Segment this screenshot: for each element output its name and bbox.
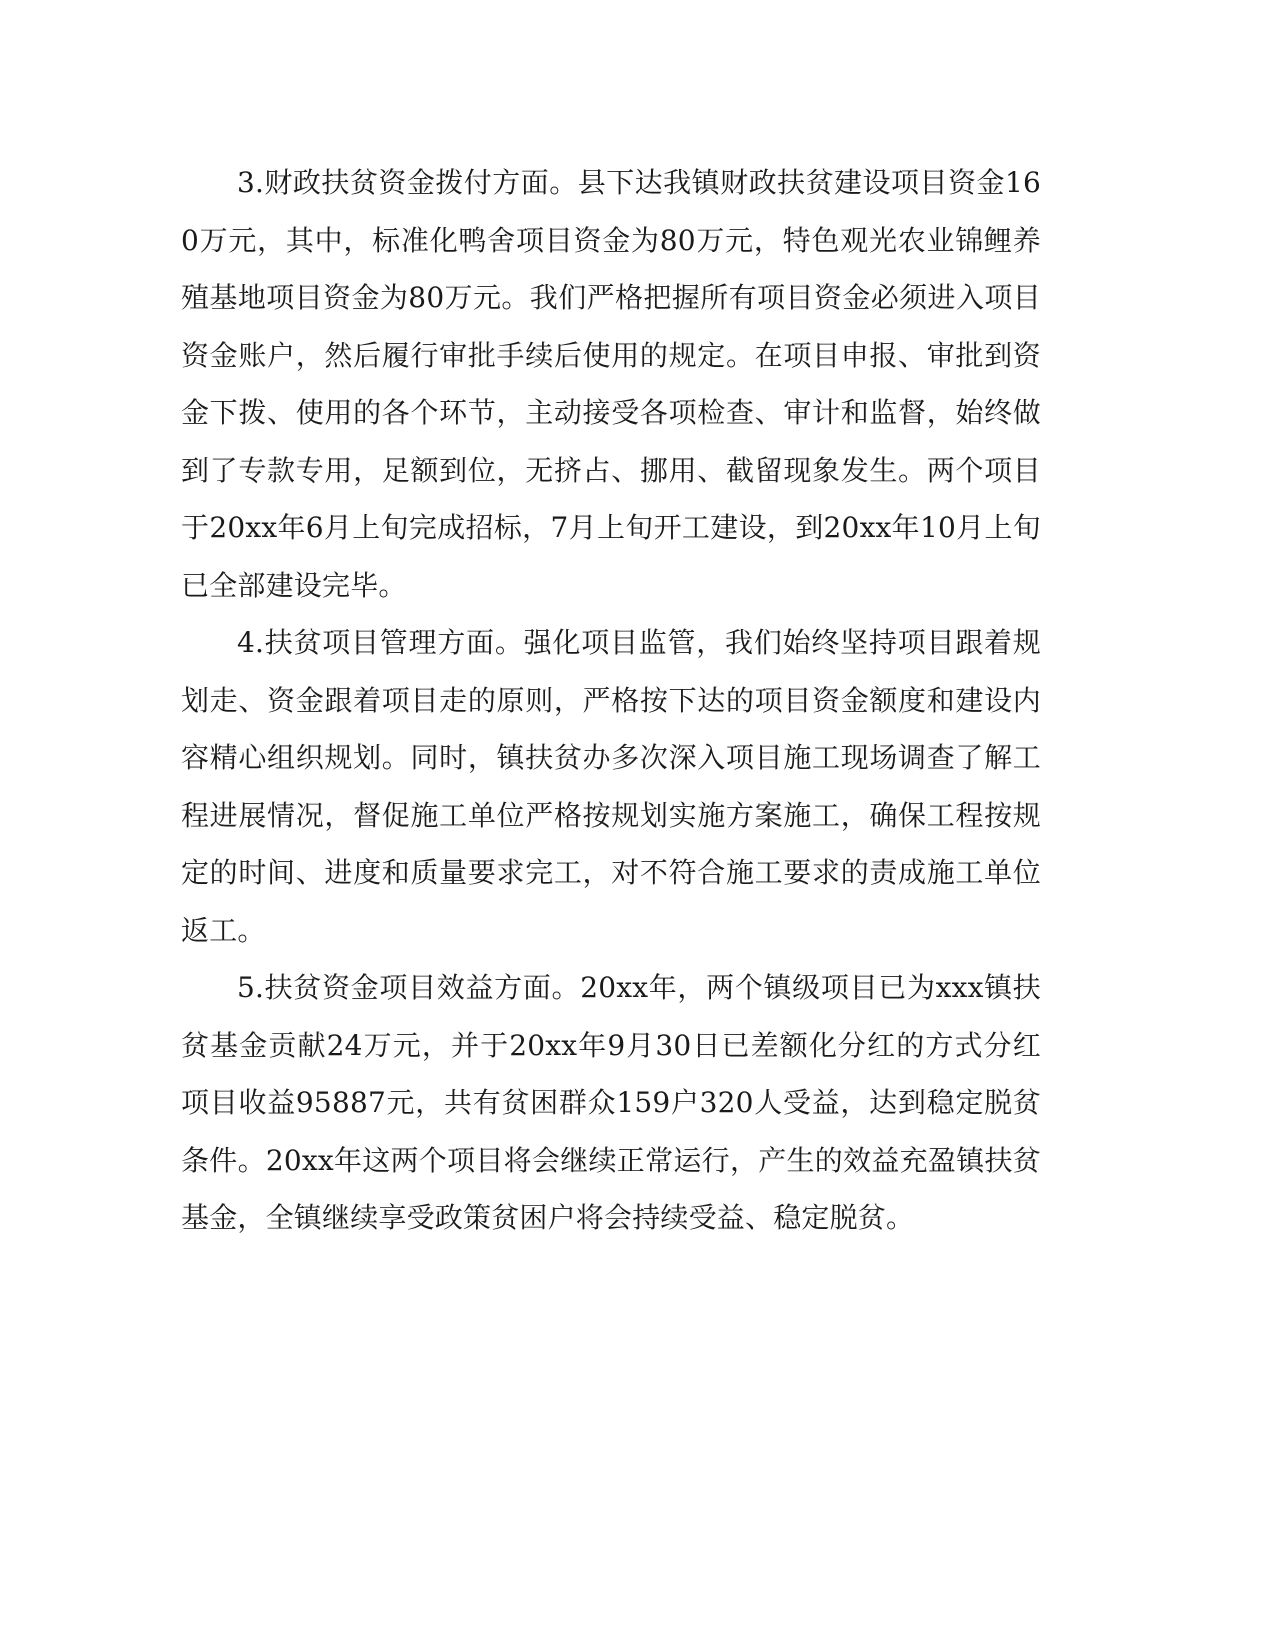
paragraph-project-benefits: 5.扶贫资金项目效益方面。20xx年，两个镇级项目已为xxx镇扶贫基金贡献24万元，并于20xx年9月30日已差额化分红的方式分红项目收益95887元，共有贫困群众159户320人受益，达到稳定脱贫条件。20xx年这两个项目将会继续正常运行，产生的效益充盈镇扶贫基金，全镇继续享受政策贫困户将会持续受益、稳定脱贫。 <box>181 971 1041 1234</box>
document-body <box>181 154 1041 1247</box>
paragraph-project-management: 4.扶贫项目管理方面。强化项目监管，我们始终坚持项目跟着规划走、资金跟着项目走的原则，严格按下达的项目资金额度和建设内容精心组织规划。同时，镇扶贫办多次深入项目施工现场调查了解工程进展情况，督促施工单位严格按规划实施方案施工，确保工程按规定的时间、进度和质量要求完工，对不符合施工要求的责成施工单位返工。 <box>181 626 1041 947</box>
paragraph-fund-allocation: 3.财政扶贫资金拨付方面。县下达我镇财政扶贫建设项目资金160万元，其中，标准化鸭舍项目资金为80万元，特色观光农业锦鲤养殖基地项目资金为80万元。我们严格把握所有项目资金必须进入项目资金账户，然后履行审批手续后使用的规定。在项目申报、审批到资金下拨、使用的各个环节，主动接受各项检查、审计和监督，始终做到了专款专用，足额到位，无挤占、挪用、截留现象发生。两个项目于20xx年6月上旬完成招标，7月上旬开工建设，到20xx年10月上旬已全部建设完毕。 <box>181 166 1041 602</box>
